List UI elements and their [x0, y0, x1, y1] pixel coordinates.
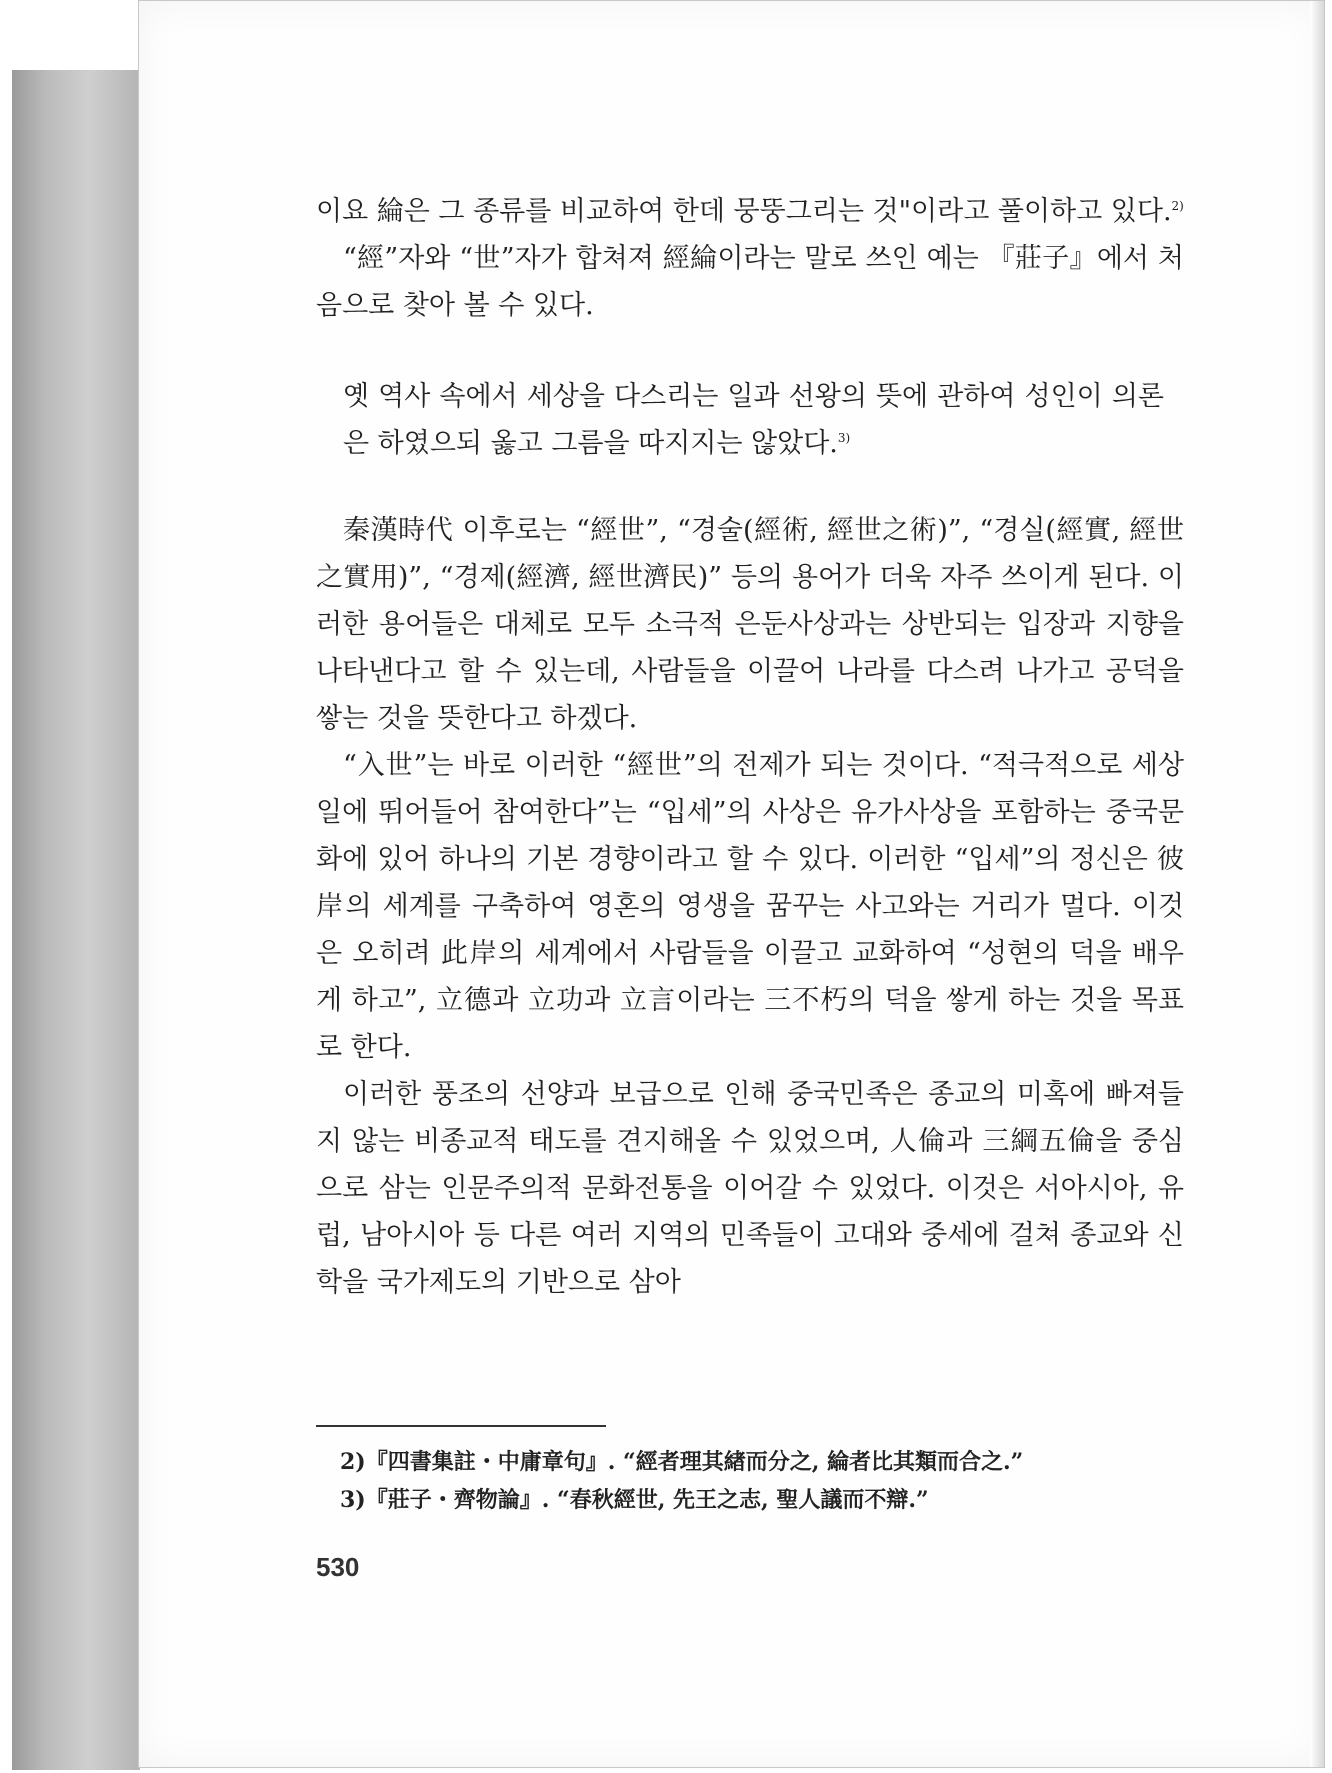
page-edge [1310, 1, 1324, 1767]
paragraph-2-text: “經”자와 “世”자가 합쳐져 經綸이라는 말로 쓰인 예는 『莊子』에서 처음으로 찾아 볼 수 있다. [316, 243, 1184, 321]
page-number: 530 [316, 1552, 360, 1582]
block-quote [343, 373, 1184, 467]
footnotes [340, 1443, 1200, 1519]
paragraph-1 [316, 188, 1184, 235]
paragraph-2 [316, 235, 1184, 329]
book-block-side [12, 70, 140, 1770]
footnote-2: 2)『四書集註・中庸章句』. “經者理其緖而分之, 綸者比其類而合之.” [340, 1449, 1024, 1475]
block-quote-text: 옛 역사 속에서 세상을 다스리는 일과 선왕의 뜻에 관하여 성인이 의론은 하였으되 옳고 그름을 따지지는 않았다. [343, 381, 1164, 459]
paragraph-5: 이러한 풍조의 선양과 보급으로 인해 중국민족은 종교의 미혹에 빠져들지 않는 비종교적 태도를 견지해올 수 있었으며, 人倫과 三綱五倫을 중심으로 삼는 인문주의적 문화전통을 이어갈 수 있었다. 이것은 서아시아, 유럽, 남아시아 등 다른 여러 지역의 민족들이 고대와 중세에 걸쳐 종교와 신학을 국가제도의 기반으로 삼아 [316, 1079, 1184, 1298]
paragraph-3: 秦漢時代 이후로는 “經世”, “경술(經術, 經世之術)”, “경실(經實, 經世之實用)”, “경제(經濟, 經世濟民)” 등의 용어가 더욱 자주 쓰이게 된다. 이러한 용어들은 대체로 모두 소극적 은둔사상과는 상반되는 입장과 지향을 나타낸다고 할 수 있는데, 사람들을 이끌어 나라를 다스려 나가고 공덕을 쌓는 것을 뜻한다고 하겠다. [316, 515, 1184, 734]
body-text [316, 188, 1184, 1306]
paragraph-4: “入世”는 바로 이러한 “經世”의 전제가 되는 것이다. “적극적으로 세상일에 뛰어들어 참여한다”는 “입세”의 사상은 유가사상을 포함하는 중국문화에 있어 하나의 기본 경향이라고 할 수 있다. 이러한 “입세”의 정신은 彼岸의 세계를 구축하여 영혼의 영생을 꿈꾸는 사고와는 거리가 멀다. 이것은 오히려 此岸의 세계에서 사람들을 이끌고 교화하여 “성현의 덕을 배우게 하고”, 立德과 立功과 立言이라는 三不朽의 덕을 쌓게 하는 것을 목표로 한다. [316, 750, 1184, 1063]
footnote-ref-3: 3) [837, 431, 851, 445]
footnote-3: 3)『莊子・齊物論』. “春秋經世, 先王之志, 聖人議而不辯.” [340, 1487, 929, 1513]
footnote-divider [316, 1425, 606, 1427]
paragraph-1-text: 이요 綸은 그 종류를 비교하여 한데 뭉뚱그리는 것"이라고 풀이하고 있다. [316, 196, 1172, 227]
footnote-ref-2: 2) [1171, 199, 1184, 213]
